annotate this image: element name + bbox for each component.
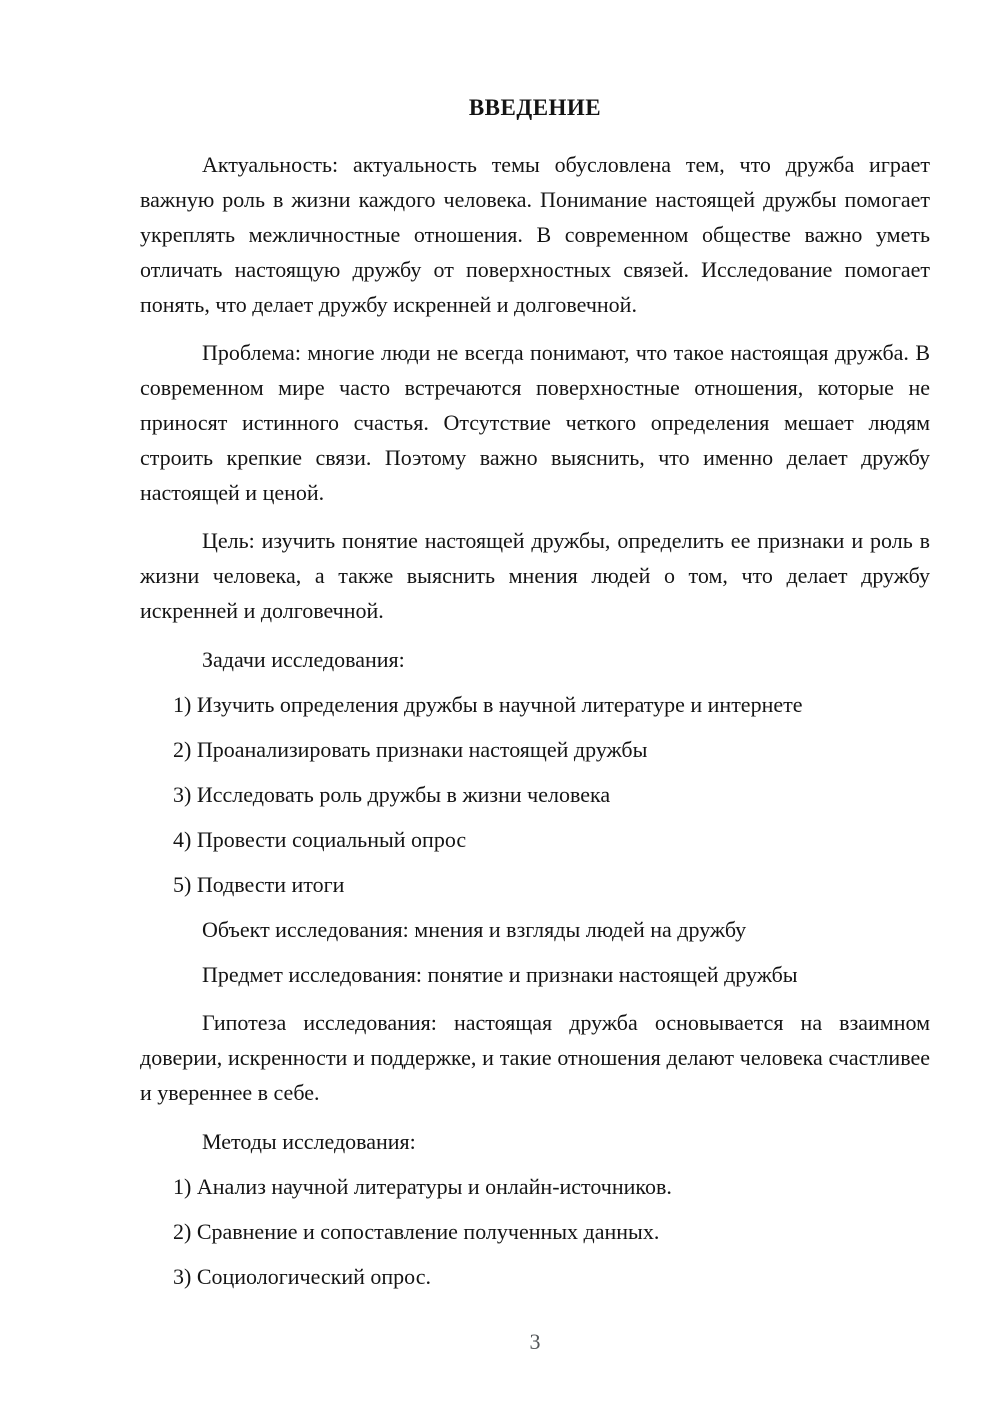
page-title: ВВЕДЕНИЕ: [468, 95, 602, 120]
task-item-1: 1) Изучить определения дружбы в научной литературе и интернете: [173, 692, 803, 717]
page-number: 3: [529, 1329, 541, 1354]
task-item-3: 3) Исследовать роль дружбы в жизни человека: [173, 782, 611, 807]
paragraph-object: Объект исследования: мнения и взгляды людей на дружбу: [202, 917, 747, 942]
task-item-2: 2) Проанализировать признаки настоящей дружбы: [173, 737, 648, 762]
method-item-3: 3) Социологический опрос.: [173, 1264, 431, 1289]
tasks-heading: Задачи исследования:: [202, 647, 405, 672]
paragraph-goal: Цель: изучить понятие настоящей дружбы, определить ее признаки и роль в жизни человека, а также выяснить мнения людей о том, что делает дружбу искренней и долговечной.: [140, 528, 930, 623]
paragraph-hypothesis: Гипотеза исследования: настоящая дружба основывается на взаимном доверии, искренности и поддержке, и такие отношения делают человека счастливее и увереннее в себе.: [140, 1010, 930, 1105]
task-item-4: 4) Провести социальный опрос: [173, 827, 467, 852]
method-item-1: 1) Анализ научной литературы и онлайн-источников.: [173, 1174, 672, 1199]
paragraph-relevance: Актуальность: актуальность темы обусловлена тем, что дружба играет важную роль в жизни каждого человека. Понимание настоящей дружбы помогает укреплять межличностные отношения. В современном обществе важно уметь отличать настоящую дружбу от поверхностных связей. Исследование помогает понять, что делает дружбу искренней и долговечной.: [140, 152, 930, 317]
paragraph-problem: Проблема: многие люди не всегда понимают, что такое настоящая дружба. В современном мире часто встречаются поверхностные отношения, которые не приносят истинного счастья. Отсутствие четкого определения мешает людям строить крепкие связи. Поэтому важно выяснить, что именно делает дружбу настоящей и ценой.: [140, 340, 930, 505]
paragraph-subject: Предмет исследования: понятие и признаки настоящей дружбы: [202, 962, 798, 987]
method-item-2: 2) Сравнение и сопоставление полученных данных.: [173, 1219, 660, 1244]
methods-heading: Методы исследования:: [202, 1129, 416, 1154]
task-item-5: 5) Подвести итоги: [173, 872, 345, 897]
